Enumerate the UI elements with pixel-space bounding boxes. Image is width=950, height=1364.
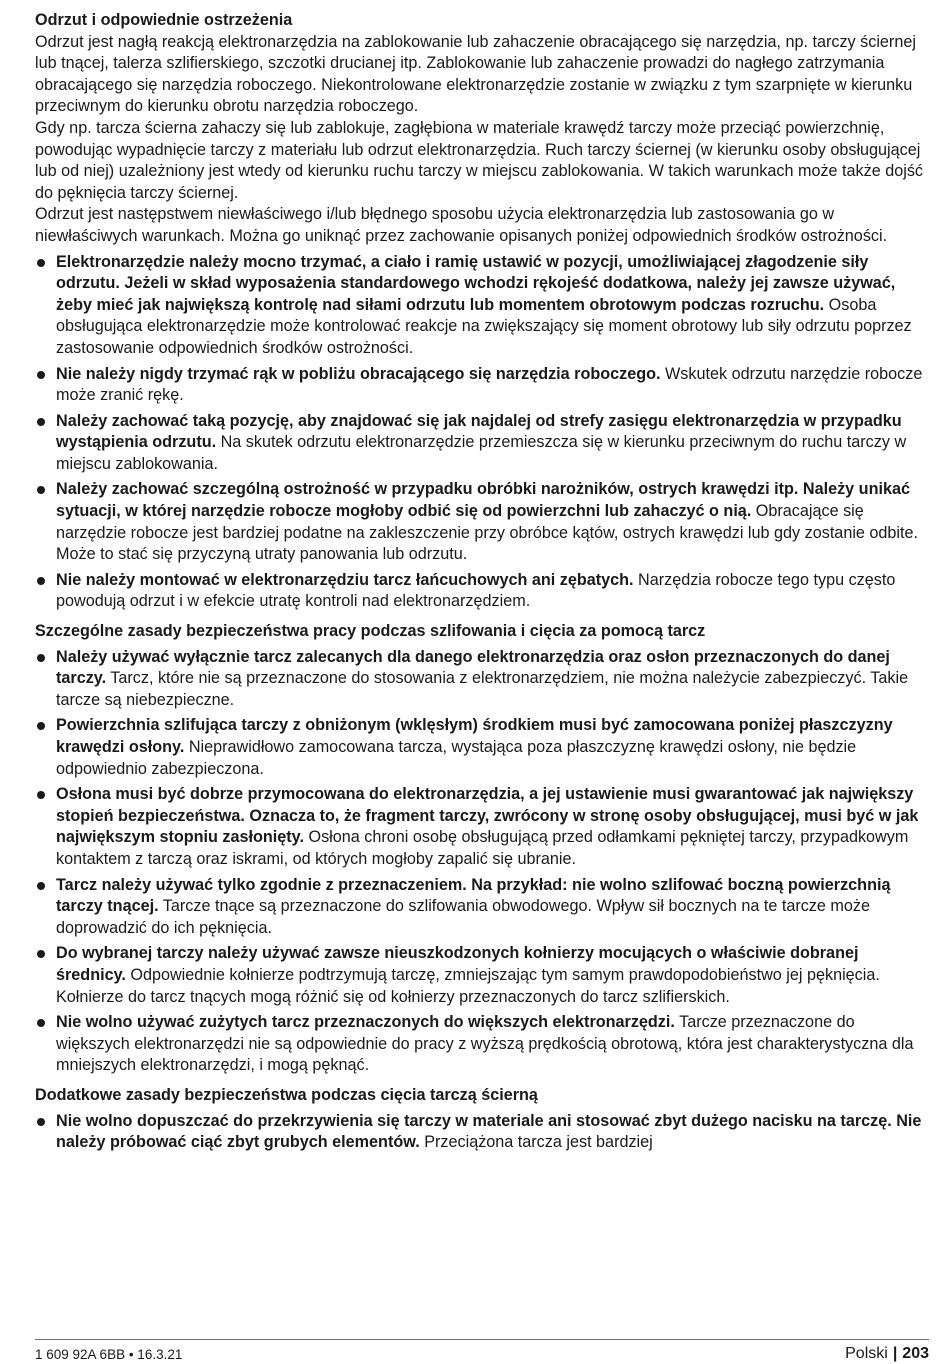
bullet-item bbox=[35, 647, 929, 712]
bullet-lead: Należy zachować taką pozycję, aby znajdować się jak najdalej od strefy zasięgu elektronarzędzia w przypadku wystąpienia odrzutu. bbox=[56, 411, 902, 452]
bullet-text: Nieprawidłowo zamocowana tarcza, wystająca poza płaszczyznę krawędzi osłony, nie będzie odpowiednio zabezpieczona. bbox=[56, 738, 857, 778]
bullet-item bbox=[35, 1012, 929, 1077]
bullet-lead: Nie należy montować w elektronarzędziu tarcz łańcuchowych ani zębatych. bbox=[56, 570, 634, 589]
bullet-text: Narzędzia robocze tego typu często powodują odrzut i w efekcie utratę kontroli nad elektronarzędziem. bbox=[56, 570, 896, 611]
bullet-lead: Osłona musi być dobrze przymocowana do elektronarzędzia, a jej ustawienie musi gwarantować jak największy stopień bezpieczeństwa. Oznacza to, że fragment tarczy, zwrócony w stronę osoby obsługującej, musi być w jak największym stopniu zasłonięty. bbox=[56, 785, 919, 847]
footer-page-info bbox=[845, 1345, 929, 1363]
section-title: Odrzut i odpowiednie ostrzeżenia bbox=[35, 11, 293, 29]
bullet-lead: Do wybranej tarczy należy używać zawsze nieuszkodzonych kołnierzy mocujących o właściwie dobranej średnicy. bbox=[56, 944, 859, 984]
bullet-lead: Nie wolno używać zużytych tarcz przeznaczonych do większych elektronarzędzi. bbox=[56, 1013, 675, 1032]
bullet-lead: Powierzchnia szlifująca tarczy z obniżonym (wklęsłym) środkiem musi być zamocowana poniżej płaszczyzny krawędzi osłony. bbox=[56, 716, 893, 756]
bullet-text: Przeciążona tarcza jest bardziej bbox=[419, 1133, 653, 1152]
bullet-item bbox=[35, 875, 929, 940]
section-title: Dodatkowe zasady bezpieczeństwa podczas cięcia tarczą ścierną bbox=[35, 1085, 538, 1104]
paragraph: Odrzut jest następstwem niewłaściwego i/lub błędnego sposobu użycia elektronarzędzia lub zastosowania go w niewłaściwych warunkach. Można go uniknąć przez zachowanie opisanych poniżej odpowiednich środków ostrożności. bbox=[35, 205, 888, 245]
bullet-lead: Należy zachować szczególną ostrożność w przypadku obróbki narożników, ostrych krawędzi itp. Należy unikać sytuacji, w której narzędzie robocze mogłoby odbić się od powierzchni lub zahaczyć o nią. bbox=[56, 480, 910, 521]
document-body bbox=[35, 10, 929, 1158]
footer-language: Polski bbox=[845, 1345, 888, 1362]
bullet-item bbox=[35, 364, 929, 407]
bullet-text: Osłona chroni osobę obsługującą przed odłamkami pękniętej tarczy, przypadkowym kontaktem z tarczą oraz iskrami, od których mogłoby zapalić się ubranie. bbox=[56, 828, 909, 868]
section-title: Szczególne zasady bezpieczeństwa pracy podczas szlifowania i cięcia za pomocą tarcz bbox=[35, 622, 706, 641]
bullet-item bbox=[35, 784, 929, 870]
bullet-lead: Nie należy nigdy trzymać rąk w pobliżu obracającego się narzędzia roboczego. bbox=[56, 364, 661, 383]
section-grinding-cutting bbox=[35, 621, 929, 1077]
bullet-text: Tarcz, które nie są przeznaczone do stosowania z elektronarzędziem, nie można należycie zabezpieczyć. Takie tarcze są niebezpieczne. bbox=[56, 669, 909, 709]
bullet-item bbox=[35, 479, 929, 565]
paragraph: Gdy np. tarcza ścierna zahaczy się lub zablokuje, zagłębiona w materiale krawędź tarczy może przeciąć powierzchnię, powodując wypadnięcie tarczy z materiału lub odrzut elektronarzędzia. Ruch tarczy ściernej (w kierunku osoby obsługującej lub od niej) uzależniony jest wtedy od kierunku ruchu tarczy w miejscu zablokowania. W takich warunkach może także dojść do pęknięcia tarczy ściernej. bbox=[35, 118, 924, 202]
bullet-text: Tarcze przeznaczone do większych elektronarzędzi nie są odpowiednie do pracy z wyższą prędkością obrotową, która jest charakterystyczna dla mniejszych elektronarzędzi, i mogą pęknąć. bbox=[56, 1013, 914, 1075]
bullet-text: Tarcze tnące są przeznaczone do szlifowania obwodowego. Wpływ sił bocznych na te tarcze może doprowadzić do ich pęknięcia. bbox=[56, 897, 870, 937]
section-kickback bbox=[35, 10, 929, 613]
bullet-list bbox=[35, 1111, 929, 1154]
paragraph: Odrzut jest nagłą reakcją elektronarzędzia na zablokowanie lub zahaczenie obracającego się narzędzia, np. tarczy ściernej lub tnącej, talerza szlifierskiego, szczotki drucianej itp. Zablokowanie lub zahaczenie prowadzi do nagłego zatrzymania obracającego się narzędzia roboczego. Niekontrolowane elektronarzędzie zostanie w związku z tym szarpnięte w kierunku przeciwnym do kierunku obrotu narzędzia roboczego. bbox=[35, 32, 916, 116]
bullet-lead: Tarcz należy używać tylko zgodnie z przeznaczeniem. Na przykład: nie wolno szlifować boczną powierzchnią tarczy tnącej. bbox=[56, 875, 891, 916]
bullet-text: Osoba obsługująca elektronarzędzie może kontrolować reakcje na zwiększający się moment obrotowy lub siły odrzutu poprzez zastosowanie odpowiednich środków ostrożności. bbox=[56, 295, 912, 357]
footer-separator: | bbox=[892, 1345, 898, 1362]
bullet-lead: Nie wolno dopuszczać do przekrzywienia się tarczy w materiale ani stosować zbyt dużego nacisku na tarczę. Nie należy próbować ciąć zbyt grubych elementów. bbox=[56, 1111, 922, 1152]
bullet-item bbox=[35, 715, 929, 780]
bullet-item bbox=[35, 570, 929, 613]
bullet-item bbox=[35, 1111, 929, 1154]
bullet-text: Na skutek odrzutu elektronarzędzie przemieszcza się w kierunku przeciwnym do ruchu tarczy w miejscu zablokowania. bbox=[56, 433, 907, 473]
bullet-item bbox=[35, 411, 929, 476]
section-abrasive-cutting bbox=[35, 1085, 929, 1154]
bullet-text: Wskutek odrzutu narzędzie robocze może zranić rękę. bbox=[56, 364, 923, 405]
footer-doc-code: 1 609 92A 6BB • 16.3.21 bbox=[35, 1347, 183, 1362]
page-number: 203 bbox=[902, 1345, 929, 1362]
bullet-item bbox=[35, 943, 929, 1008]
bullet-list bbox=[35, 252, 929, 614]
bullet-text: Obracające się narzędzie robocze jest bardziej podatne na zakleszczenie przy obróbce kątów, ostrych krawędzi lub gdy zostanie odbite. Może to stać się przyczyną utraty panowania lub odrzutu. bbox=[56, 502, 919, 564]
bullet-lead: Elektronarzędzie należy mocno trzymać, a ciało i ramię ustawić w pozycji, umożliwiającej złagodzenie siły odrzutu. Jeżeli w skład wyposażenia standardowego wchodzi rękojeść dodatkowa, należy jej zawsze używać, żeby mieć jak największą kontrolę nad siłami odrzutu lub momentem obrotowym podczas rozruchu. bbox=[56, 252, 896, 314]
bullet-text: Odpowiednie kołnierze podtrzymują tarczę, zmniejszając tym samym prawdopodobieństwo jej pęknięcia. Kołnierze do tarcz tnących mogą różnić się od kołnierzy przeznaczonych do tarcz szlifierskich. bbox=[56, 965, 880, 1006]
footer-divider bbox=[35, 1339, 929, 1340]
bullet-list bbox=[35, 647, 929, 1077]
bullet-lead: Należy używać wyłącznie tarcz zalecanych dla danego elektronarzędzia oraz osłon przeznaczonych do danej tarczy. bbox=[56, 647, 890, 688]
bullet-item bbox=[35, 252, 929, 360]
